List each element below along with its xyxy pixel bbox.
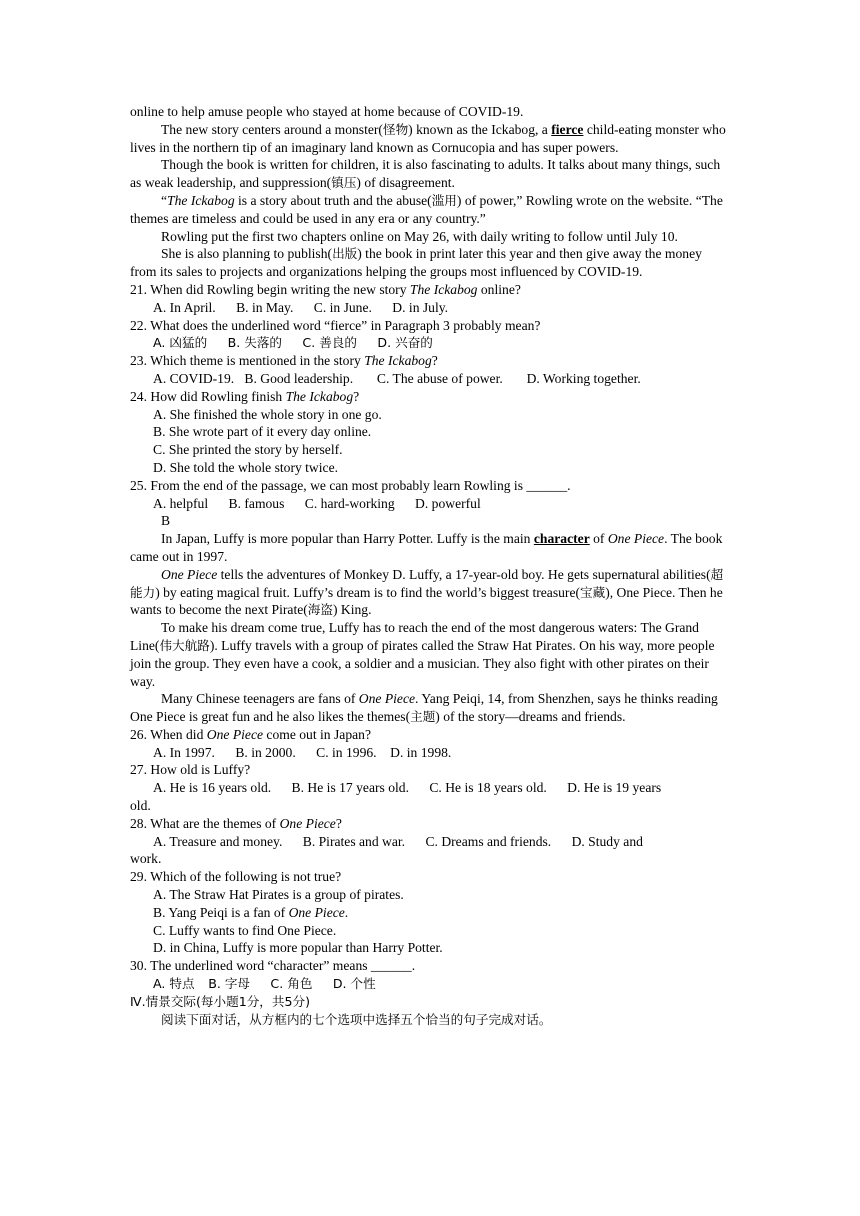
question-27: 27. How old is Luffy? bbox=[130, 762, 251, 778]
question-24-option-c: C. She printed the story by herself. bbox=[153, 442, 343, 458]
passage-a-paragraph-4: Rowling put the first two chapters online on May 26, with daily writing to follow until July 10. bbox=[161, 228, 678, 244]
question-24-option-b: B. She wrote part of it every day online. bbox=[153, 424, 372, 440]
question-21-options: A. In April. B. in May. C. in June. D. in July. bbox=[153, 299, 449, 315]
question-26: 26. When did One Piece come out in Japan? bbox=[130, 726, 371, 742]
question-21: 21. When did Rowling begin writing the new story The Ickabog online? bbox=[130, 281, 521, 297]
question-28-options: A. Treasure and money. B. Pirates and war. C. Dreams and friends. D. Study and bbox=[153, 833, 643, 849]
passage-b-paragraph-2: One Piece tells the adventures of Monkey D. Luffy, a 17-year-old boy. He gets supernatural abilities(超能力) by eating magical fruit. Luffy’s dream is to find the world’s biggest treasure(宝藏), One Piece. Then he wants to become the next Pirate(海盗) King. bbox=[130, 566, 724, 618]
question-29-option-c: C. Luffy wants to find One Piece. bbox=[153, 922, 337, 938]
question-22-options: A. 凶猛的 B. 失落的 C. 善良的 D. 兴奋的 bbox=[153, 335, 433, 351]
underlined-word-fierce: fierce bbox=[551, 121, 584, 137]
question-29: 29. Which of the following is not true? bbox=[130, 869, 342, 885]
question-22: 22. What does the underlined word “fierce” in Paragraph 3 probably mean? bbox=[130, 317, 541, 333]
passage-a-paragraph-1: The new story centers around a monster(怪物) known as the Ickabog, a fierce child-eating monster who lives in the northern tip of an imaginary land known as Cornucopia and has super powers. bbox=[130, 121, 726, 155]
question-28: 28. What are the themes of One Piece? bbox=[130, 815, 342, 831]
question-29-option-a: A. The Straw Hat Pirates is a group of pirates. bbox=[153, 887, 404, 903]
passage-b-paragraph-3: To make his dream come true, Luffy has to reach the end of the most dangerous waters: The Grand Line(伟大航路). Luffy travels with a group of pirates called the Straw Hat Pirates. On his way, more people join the group. They even have a cook, a soldier and a musician. They also fight with other pirates on their way. bbox=[130, 620, 715, 689]
question-24: 24. How did Rowling finish The Ickabog? bbox=[130, 388, 360, 404]
question-27-options: A. He is 16 years old. B. He is 17 years old. C. He is 18 years old. D. He is 19 years bbox=[153, 780, 662, 796]
passage-b-paragraph-1: In Japan, Luffy is more popular than Harry Potter. Luffy is the main character of One Piece. The book came out in 1997. bbox=[130, 531, 723, 564]
question-26-options: A. In 1997. B. in 2000. C. in 1996. D. in 1998. bbox=[153, 744, 452, 760]
question-24-option-a: A. She finished the whole story in one go. bbox=[153, 406, 382, 422]
section-4-heading: Ⅳ.情景交际(每小题1分，共5分) bbox=[130, 993, 311, 1009]
passage-a-paragraph-5: She is also planning to publish(出版) the book in print later this year and then give away the money from its sales to projects and organizations helping the groups most influenced by COVID-19. bbox=[130, 246, 702, 280]
question-24-option-d: D. She told the whole story twice. bbox=[153, 459, 338, 475]
question-29-option-b: B. Yang Peiqi is a fan of One Piece. bbox=[153, 904, 349, 920]
passage-a-line-0: online to help amuse people who stayed at home because of COVID-19. bbox=[130, 104, 524, 119]
question-28-options-wrap: work. bbox=[130, 851, 162, 867]
question-25: 25. From the end of the passage, we can most probably learn Rowling is ______. bbox=[130, 477, 571, 493]
passage-b-label: B bbox=[161, 513, 171, 529]
question-23-options: A. COVID-19. B. Good leadership. C. The abuse of power. D. Working together. bbox=[153, 370, 641, 386]
question-25-options: A. helpful B. famous C. hard-working D. powerful bbox=[153, 495, 481, 511]
section-4-instruction: 阅读下面对话，从方框内的七个选项中选择五个恰当的句子完成对话。 bbox=[161, 1011, 552, 1027]
question-30-options: A. 特点 B. 字母 C. 角色 D. 个性 bbox=[153, 976, 376, 992]
question-27-options-wrap: old. bbox=[130, 798, 151, 814]
underlined-word-character: character bbox=[533, 531, 590, 547]
question-30: 30. The underlined word “character” means ______. bbox=[130, 958, 416, 974]
exam-page bbox=[130, 103, 728, 1028]
question-29-option-d: D. in China, Luffy is more popular than Harry Potter. bbox=[153, 940, 443, 956]
passage-a-paragraph-3: “The Ickabog is a story about truth and the abuse(滥用) of power,” Rowling wrote on the website. “The themes are timeless and could be used in any era or any country.” bbox=[130, 192, 723, 226]
passage-a-paragraph-2: Though the book is written for children, it is also fascinating to adults. It talks about many things, such as weak leadership, and suppression(镇压) of disagreement. bbox=[130, 157, 721, 191]
passage-b-paragraph-4: Many Chinese teenagers are fans of One Piece. Yang Peiqi, 14, from Shenzhen, says he thinks reading One Piece is great fun and he also likes the themes(主题) of the story—dreams and friends. bbox=[130, 691, 718, 725]
question-23: 23. Which theme is mentioned in the story The Ickabog? bbox=[130, 353, 438, 369]
